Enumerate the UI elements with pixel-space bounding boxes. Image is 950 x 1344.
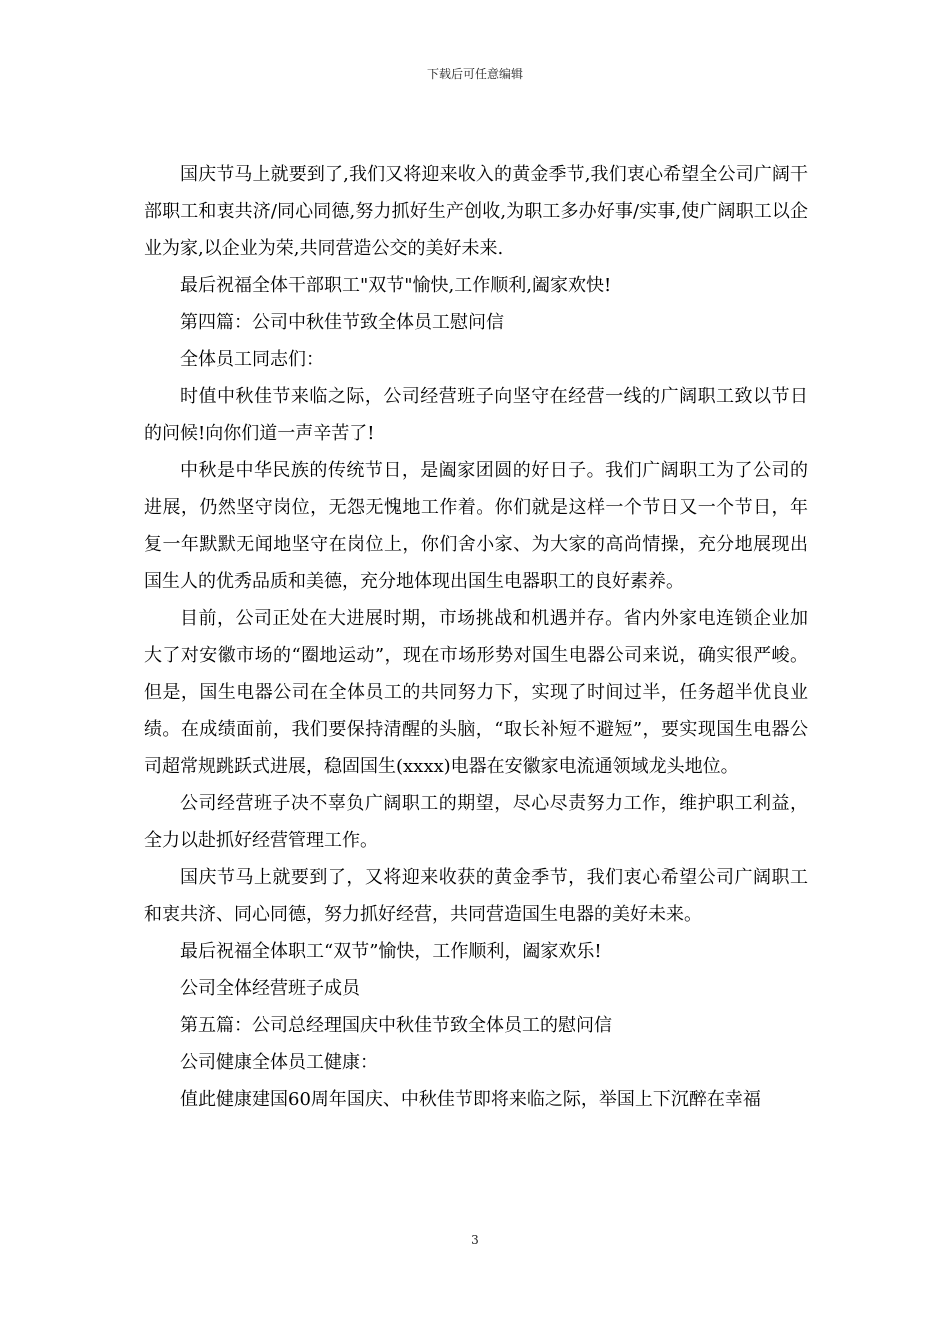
paragraph: 值此健康建国60周年国庆、中秋佳节即将来临之际，举国上下沉醉在幸福 bbox=[180, 1089, 761, 1110]
page-number: 3 bbox=[471, 1233, 479, 1247]
paragraph: 国庆节马上就要到了,我们又将迎来收入的黄金季节,我们衷心希望全公司广阔干部职工和衷共济/同心同德,努力抓好生产创收,为职工多办好事/实事,使广阔职工以企业为家,以企业为荣,共同营造公交的美好未来. bbox=[144, 164, 808, 259]
paragraph: 时值中秋佳节来临之际，公司经营班子向坚守在经营一线的广阔职工致以节日的问候!向你们道一声辛苦了! bbox=[144, 386, 808, 444]
paragraph: 中秋是中华民族的传统节日，是阖家团圆的好日子。我们广阔职工为了公司的进展，仍然坚守岗位，无怨无愧地工作着。你们就是这样一个节日又一个节日，年复一年默默无闻地坚守在岗位上，你们舍小家、为大家的高尚情操，充分地展现出国生人的优秀品质和美德，充分地体现出国生电器职工的良好素养。 bbox=[144, 460, 808, 592]
signature: 公司全体经营班子成员 bbox=[180, 978, 360, 999]
page-header: 下载后可任意编辑 bbox=[426, 67, 523, 81]
paragraph: 目前，公司正处在大进展时期，市场挑战和机遇并存。省内外家电连锁企业加大了对安徽市场的“圈地运动”，现在市场形势对国生电器公司来说，确实很严峻。但是，国生电器公司在全体员工的共同努力下，实现了时间过半，任务超半优良业绩。在成绩面前，我们要保持清醒的头脑，“取长补短不避短”，要实现国生电器公司超常规跳跃式进展，稳固国生(xxxx)电器在安徽家电流通领域龙头地位。 bbox=[144, 608, 808, 777]
document-body bbox=[144, 156, 808, 1118]
paragraph: 最后祝福全体干部职工"双节"愉快,工作顺利,阖家欢快! bbox=[180, 275, 612, 296]
salutation: 公司健康全体员工健康： bbox=[180, 1052, 378, 1073]
section-heading: 第四篇：公司中秋佳节致全体员工慰问信 bbox=[180, 312, 504, 333]
paragraph: 公司经营班子决不辜负广阔职工的期望，尽心尽责努力工作，维护职工利益，全力以赴抓好经营管理工作。 bbox=[144, 793, 808, 851]
salutation: 全体员工同志们： bbox=[180, 349, 324, 370]
paragraph: 国庆节马上就要到了，又将迎来收获的黄金季节，我们衷心希望公司广阔职工和衷共济、同心同德，努力抓好经营，共同营造国生电器的美好未来。 bbox=[144, 867, 808, 925]
paragraph: 最后祝福全体职工“双节”愉快，工作顺利，阖家欢乐! bbox=[180, 941, 602, 962]
section-heading: 第五篇：公司总经理国庆中秋佳节致全体员工的慰问信 bbox=[180, 1015, 612, 1036]
